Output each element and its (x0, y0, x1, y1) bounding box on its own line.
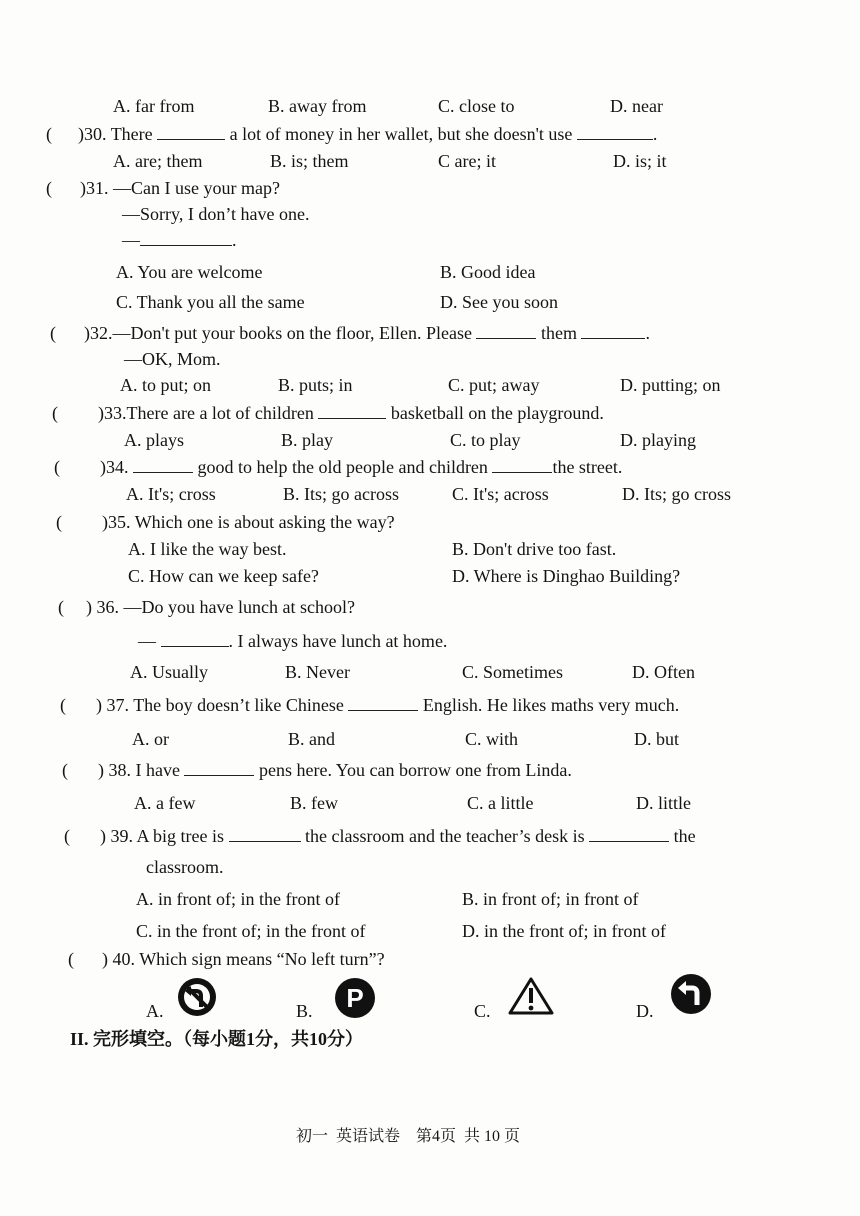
q36-text: —Do you have lunch at school? (123, 597, 355, 617)
left-turn-sign-icon (666, 972, 716, 1021)
q32-paren: ( (50, 323, 56, 343)
q34-text-2: the street. (552, 457, 623, 477)
q32-option-d: D. putting; on (620, 375, 721, 395)
section-points-each: 1 (246, 1029, 256, 1049)
q37-option-b: B. and (288, 729, 335, 749)
q36-answer-line (138, 630, 447, 652)
q36-option-d: D. Often (632, 662, 695, 682)
q40-paren: ( (68, 949, 74, 969)
q38-number: ) 38. (98, 760, 131, 780)
q29-option-d: D. near (610, 96, 663, 116)
q40-question (102, 948, 385, 970)
q35-option-d: D. Where is Dinghao Building? (452, 566, 681, 586)
q37-option-d: D. but (634, 729, 679, 749)
q36-option-b: B. Never (285, 662, 350, 682)
q39-paren: ( (64, 826, 70, 846)
q34-blank-1 (133, 456, 193, 473)
q39-blank-2 (589, 825, 669, 842)
q32-line-2: —OK, Mom. (124, 349, 221, 369)
q33-option-d: D. playing (620, 430, 696, 450)
q38-text-1: I have (135, 760, 180, 780)
q33-paren: ( (52, 403, 58, 423)
q33-option-c: C. to play (450, 430, 521, 450)
q30-option-a: A. are; them (113, 151, 203, 171)
q33-text-1: There are a lot of children (126, 403, 314, 423)
q37-blank (348, 694, 418, 711)
q38-option-d: D. little (636, 793, 691, 813)
q39-blank-1 (229, 825, 301, 842)
q32-blank-1 (476, 322, 536, 339)
q30-option-c: C are; it (438, 151, 496, 171)
q40-option-d-letter: D. (636, 1001, 654, 1021)
q37-text-1: The boy doesn’t like Chinese (133, 695, 344, 715)
q35-option-c: C. How can we keep safe? (128, 566, 319, 586)
q39-number: ) 39. (100, 826, 133, 846)
q32-end: . (645, 323, 650, 343)
q30-blank-1 (157, 123, 225, 140)
q36-option-a: A. Usually (130, 662, 208, 682)
q31-option-d: D. See you soon (440, 292, 558, 312)
q30-number: )30. (78, 124, 107, 144)
q39-option-a: A. in front of; in the front of (136, 889, 340, 909)
q31-end: . (232, 230, 237, 250)
q39-line-2: classroom. (146, 857, 224, 877)
q36-option-c: C. Sometimes (462, 662, 564, 682)
q40-option-a-letter: A. (146, 1001, 164, 1021)
section-title: 完形填空。（每小题 (93, 1029, 247, 1049)
q30-option-d: D. is; it (613, 151, 667, 171)
section-title-end: 分） (327, 1029, 364, 1049)
q33-blank (318, 402, 386, 419)
section-heading (70, 1028, 363, 1050)
q39-text-1: A big tree is (136, 826, 225, 846)
q35-option-a: A. I like the way best. (128, 539, 287, 559)
section-label: II. (70, 1029, 89, 1049)
q31-option-a: A. You are welcome (116, 262, 263, 282)
q37-option-c: C. with (465, 729, 519, 749)
q37-option-a: A. or (132, 729, 169, 749)
q31-number: )31. (80, 178, 109, 198)
warning-triangle-sign-icon (506, 976, 556, 1021)
q38-option-a: A. a few (134, 793, 196, 813)
q36-number: ) 36. (86, 597, 119, 617)
q39-option-d: D. in the front of; in front of (462, 921, 666, 941)
q30-text-1: There (110, 124, 153, 144)
q34-option-c: C. It's; across (452, 484, 549, 504)
q37-paren: ( (60, 695, 66, 715)
q32-number: )32. (84, 323, 113, 343)
q36-blank (161, 630, 229, 647)
q32-option-a: A. to put; on (120, 375, 212, 395)
q33-option-a: A. plays (124, 430, 184, 450)
q33-text-2: basketball on the playground. (390, 403, 604, 423)
q31-line-1: —Can I use your map? (113, 178, 280, 198)
q30-option-b: B. is; them (270, 151, 349, 171)
q35-option-b: B. Don't drive too fast. (452, 539, 617, 559)
q39-option-b: B. in front of; in front of (462, 889, 639, 909)
q38-option-b: B. few (290, 793, 338, 813)
q35-paren: ( (56, 512, 62, 532)
q32-text-2: them (540, 323, 577, 343)
q34-option-d: D. Its; go cross (622, 484, 731, 504)
q36-dash: — (138, 631, 156, 651)
q35-number: )35. (102, 512, 131, 532)
section-points-total: 10 (309, 1029, 328, 1049)
q29-option-b: B. away from (268, 96, 367, 116)
q34-text-1: good to help the old people and children (197, 457, 488, 477)
section-title-mid: 分，共 (255, 1029, 310, 1049)
q32-option-c: C. put; away (448, 375, 540, 395)
q30-text-2: a lot of money in her wallet, but she doesn't use (229, 124, 573, 144)
q34-question (100, 456, 622, 478)
q32-question (84, 322, 650, 344)
q34-option-b: B. Its; go across (283, 484, 399, 504)
q35-text: Which one is about asking the way? (134, 512, 395, 532)
q36-question (86, 596, 355, 618)
svg-text:P: P (346, 983, 364, 1013)
q33-number: )33. (98, 403, 127, 423)
q38-text-2: pens here. You can borrow one from Linda. (258, 760, 572, 780)
q36-paren: ( (58, 597, 64, 617)
q33-question (98, 402, 604, 424)
q40-option-b-letter: B. (296, 1001, 313, 1021)
q37-question (96, 694, 679, 716)
q31-paren: ( (46, 178, 52, 198)
q38-paren: ( (62, 760, 68, 780)
q31-line-2: —Sorry, I don’t have one. (122, 204, 310, 224)
q39-question (100, 825, 760, 847)
q31-answer-line (122, 229, 237, 251)
q29-option-c: C. close to (438, 96, 515, 116)
q34-blank-2 (492, 456, 552, 473)
q40-option-c-letter: C. (474, 1001, 491, 1021)
q38-option-c: C. a little (467, 793, 534, 813)
page-footer: 初一 英语试卷 第4页 共 10 页 (296, 1128, 521, 1145)
q38-blank (184, 759, 254, 776)
q30-end: . (652, 124, 658, 144)
q30-blank-2 (577, 123, 653, 140)
q34-number: )34. (100, 457, 129, 477)
q39-text-3: the (673, 826, 696, 846)
q39-text-2: the classroom and the teacher’s desk is (305, 826, 585, 846)
q31-blank (140, 229, 232, 246)
q37-number: ) 37. (96, 695, 129, 715)
q32-text-1: —Don't put your books on the floor, Ellen. Please (112, 323, 472, 343)
q31-option-c: C. Thank you all the same (116, 292, 305, 312)
q38-question (98, 759, 572, 781)
q29-option-a: A. far from (113, 96, 195, 116)
no-left-turn-sign-icon (172, 976, 222, 1023)
q37-text-2: English. He likes maths very much. (422, 695, 680, 715)
q40-number: ) 40. (102, 949, 135, 969)
q36-text-2: . I always have lunch at home. (228, 631, 448, 651)
q32-blank-2 (581, 322, 645, 339)
parking-sign-icon (330, 976, 380, 1025)
q34-option-a: A. It's; cross (126, 484, 216, 504)
q30-paren: ( (46, 124, 52, 144)
q35-question (102, 511, 395, 533)
q31-dash: — (122, 230, 140, 250)
q31-question (80, 177, 280, 199)
q31-option-b: B. Good idea (440, 262, 536, 282)
q40-text: Which sign means “No left turn”? (139, 949, 385, 969)
q30-question (78, 123, 657, 145)
q33-option-b: B. play (281, 430, 333, 450)
q34-paren: ( (54, 457, 60, 477)
q32-option-b: B. puts; in (278, 375, 353, 395)
q39-option-c: C. in the front of; in the front of (136, 921, 366, 941)
